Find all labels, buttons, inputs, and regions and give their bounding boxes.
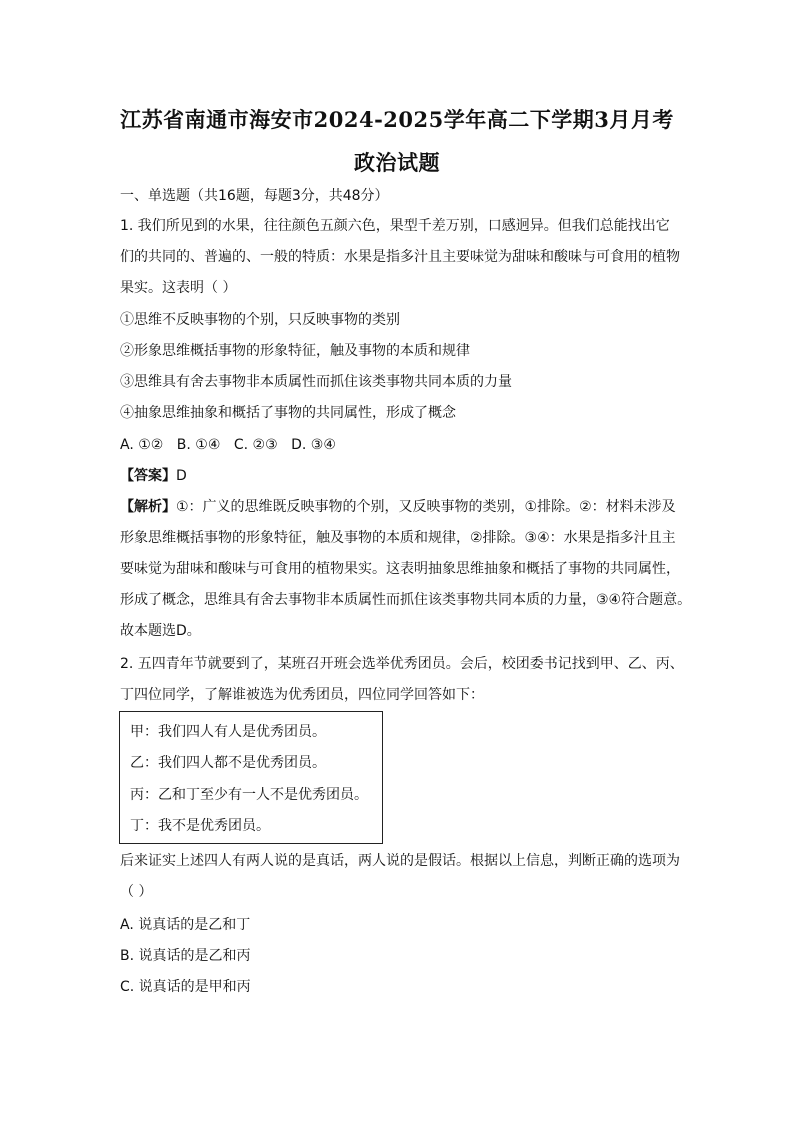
q1-option-c: C. ②③ [233,437,278,453]
q1-option-d: D. ③④ [291,437,336,453]
section-heading: 一、单选题（共16题，每题3分，共48分） [120,188,389,204]
q1-option-b: B. ①④ [176,437,221,453]
q1-analysis-line: 要味觉为甜味和酸味与可食用的植物果实。这表明抽象思维抽象和概括了事物的共同属性， [120,561,680,577]
q2-after-line: （ ） [120,884,153,900]
answer-label: 【答案】 [120,468,176,484]
quote-line: 乙：我们四人都不是优秀团员。 [130,755,326,771]
q2-choice-b: B. 说真话的是乙和丙 [120,948,251,964]
q1-options [120,435,345,455]
analysis-label: 【解析】 [120,499,176,515]
q1-statement: ②形象思维概括事物的形象特征，触及事物的本质和规律 [120,343,470,359]
q1-answer [120,466,187,486]
q1-stem-line: 果实。这表明（ ） [120,280,237,296]
quote-line: 甲：我们四人有人是优秀团员。 [130,724,326,740]
answer-value: D [176,468,187,484]
q1-analysis-line [120,497,676,517]
q1-stem-line: 1. 我们所见到的水果，往往颜色五颜六色，果型千差万别，口感迥异。但我们总能找出它 [120,218,670,234]
document-title: 江苏省南通市海安市2024-2025学年高二下学期3月月考 [120,107,674,132]
q1-analysis-line: 形成了概念，思维具有舍去事物非本质属性而抓住该类事物共同本质的力量，③④符合题意。 [120,592,692,608]
q1-analysis-line: 故本题选D。 [120,623,201,639]
q2-quote-box [119,711,383,844]
q1-statement: ③思维具有舍去事物非本质属性而抓住该类事物共同本质的力量 [120,374,512,390]
q1-stem-line: 们的共同的、普遍的、一般的特质：水果是指多汁且主要味觉为甜味和酸味与可食用的植物 [120,249,680,265]
q2-stem-line: 丁四位同学，了解谁被选为优秀团员，四位同学回答如下： [120,687,484,703]
analysis-text: ①：广义的思维既反映事物的个别，又反映事物的类别，①排除。②：材料未涉及 [176,499,676,515]
q2-choice-c: C. 说真话的是甲和丙 [120,979,251,995]
q1-statement: ①思维不反映事物的个别，只反映事物的类别 [120,312,400,328]
q1-statement: ④抽象思维抽象和概括了事物的共同属性，形成了概念 [120,405,456,421]
q1-analysis-line: 形象思维概括事物的形象特征，触及事物的本质和规律，②排除。③④：水果是指多汁且主 [120,530,676,546]
q1-option-a: A. ①② [120,437,164,453]
q2-choice-a: A. 说真话的是乙和丁 [120,917,251,933]
q2-after-line: 后来证实上述四人有两人说的是真话，两人说的是假话。根据以上信息，判断正确的选项为 [120,853,680,869]
document-subtitle: 政治试题 [354,150,440,175]
quote-line: 丙：乙和丁至少有一人不是优秀团员。 [130,787,368,803]
quote-line: 丁：我不是优秀团员。 [130,818,270,834]
q2-stem-line: 2. 五四青年节就要到了，某班召开班会选举优秀团员。会后，校团委书记找到甲、乙、丙、 [120,656,684,672]
